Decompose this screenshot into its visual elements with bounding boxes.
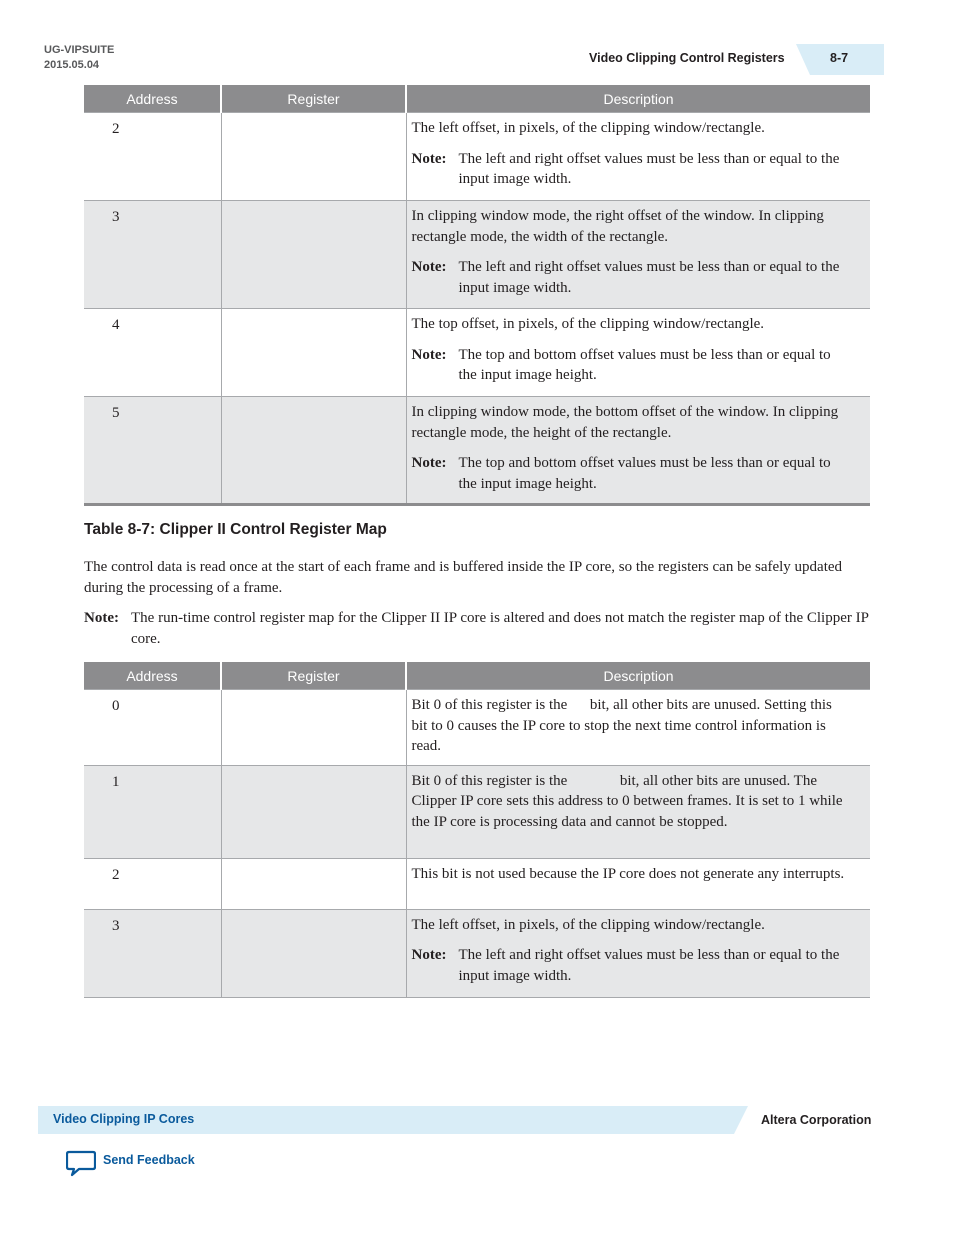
note bbox=[412, 257, 847, 298]
footer-company: Altera Corporation bbox=[761, 1113, 872, 1127]
table-row bbox=[84, 201, 870, 309]
address-cell: 5 bbox=[84, 397, 221, 505]
note bbox=[412, 149, 847, 190]
note-text: The left and right offset values must be less than or equal to the input image width. bbox=[458, 259, 840, 296]
address-cell: 2 bbox=[84, 858, 221, 909]
speech-bubble-icon[interactable] bbox=[66, 1150, 96, 1178]
note-text: The left and right offset values must be less than or equal to the input image width. bbox=[458, 150, 840, 187]
register-table-top bbox=[84, 85, 870, 506]
register-cell bbox=[221, 309, 406, 397]
register-cell bbox=[221, 201, 406, 309]
address-cell: 0 bbox=[84, 690, 221, 766]
column-header-address: Address bbox=[84, 85, 221, 113]
address-cell: 3 bbox=[84, 201, 221, 309]
table-row bbox=[84, 113, 870, 201]
register-cell bbox=[221, 909, 406, 997]
description-text: The top offset, in pixels, of the clipping window/rectangle. bbox=[411, 316, 765, 332]
body-paragraph: The control data is read once at the start of each frame and is buffered inside the IP core, so the registers can be safely updated during the processing of a frame. bbox=[84, 559, 843, 596]
note-label: Note: bbox=[84, 610, 119, 626]
description-text: The left offset, in pixels, of the clipping window/rectangle. bbox=[411, 916, 765, 933]
doc-date: 2015.05.04 bbox=[44, 59, 100, 71]
table-caption: Table 8-7: Clipper II Control Register Map bbox=[84, 521, 387, 538]
description-cell bbox=[406, 397, 870, 505]
send-feedback-link[interactable]: Send Feedback bbox=[103, 1153, 195, 1167]
note-label: Note: bbox=[411, 150, 447, 167]
description-cell bbox=[406, 113, 870, 201]
note bbox=[412, 453, 847, 494]
note-text: The top and bottom offset values must be less than or equal to the input image height. bbox=[458, 455, 831, 492]
address-cell: 2 bbox=[84, 113, 221, 201]
table-row bbox=[84, 397, 870, 505]
register-cell bbox=[221, 397, 406, 505]
doc-id-block bbox=[44, 43, 114, 73]
register-cell bbox=[221, 765, 406, 858]
address-cell: 1 bbox=[84, 765, 221, 858]
doc-id: UG-VIPSUITE bbox=[44, 44, 115, 56]
page-note bbox=[84, 608, 870, 649]
note-label: Note: bbox=[411, 947, 447, 963]
description-cell: Bit 0 of this register is the bit, all other bits are unused. The Clipper IP core sets this address to 0 between frames. It is set to 1 while the IP core is processing data and cannot be stopped. bbox=[406, 765, 870, 858]
description-cell bbox=[406, 909, 870, 997]
note-label: Note: bbox=[411, 259, 447, 275]
column-header-address: Address bbox=[84, 662, 221, 690]
column-header-description: Description bbox=[406, 662, 870, 690]
description-text: In clipping window mode, the right offset of the window. In clipping rectangle mode, the width of the rectangle. bbox=[411, 208, 824, 245]
register-cell bbox=[221, 690, 406, 766]
note bbox=[412, 945, 847, 986]
table-header-row bbox=[84, 85, 870, 113]
note-label: Note: bbox=[411, 346, 447, 363]
table-row bbox=[84, 765, 870, 858]
column-header-register: Register bbox=[221, 85, 406, 113]
description-cell bbox=[406, 201, 870, 309]
note-text: The left and right offset values must be less than or equal to the input image width. bbox=[458, 947, 840, 984]
column-header-description: Description bbox=[406, 85, 870, 113]
address-cell: 3 bbox=[84, 909, 221, 997]
note-label: Note: bbox=[411, 455, 447, 471]
page-number: 8-7 bbox=[830, 51, 849, 65]
description-cell: Bit 0 of this register is the bit, all other bits are unused. Setting this bit to 0 causes the IP core to stop the next time control information is read. bbox=[406, 690, 870, 766]
table-row bbox=[84, 909, 870, 997]
description-cell bbox=[406, 309, 870, 397]
address-cell: 4 bbox=[84, 309, 221, 397]
clipper-ii-register-map-table bbox=[84, 662, 870, 998]
table-row bbox=[84, 858, 870, 909]
note-text: The top and bottom offset values must be less than or equal to the input image height. bbox=[458, 346, 831, 383]
register-cell bbox=[221, 113, 406, 201]
note bbox=[412, 345, 847, 386]
section-title: Video Clipping Control Registers bbox=[589, 51, 785, 65]
description-text: In clipping window mode, the bottom offset of the window. In clipping rectangle mode, the height of the rectangle. bbox=[411, 404, 839, 441]
note-text: The run-time control register map for the Clipper II IP core is altered and does not match the register map of the Clipper IP core. bbox=[131, 610, 869, 647]
description-cell: This bit is not used because the IP core does not generate any interrupts. bbox=[406, 858, 870, 909]
table-row bbox=[84, 309, 870, 397]
description-text: The left offset, in pixels, of the clipping window/rectangle. bbox=[411, 120, 765, 136]
register-cell bbox=[221, 858, 406, 909]
table-header-row bbox=[84, 662, 870, 690]
footer-section-link[interactable]: Video Clipping IP Cores bbox=[53, 1112, 195, 1126]
column-header-register: Register bbox=[221, 662, 406, 690]
table-row bbox=[84, 690, 870, 766]
